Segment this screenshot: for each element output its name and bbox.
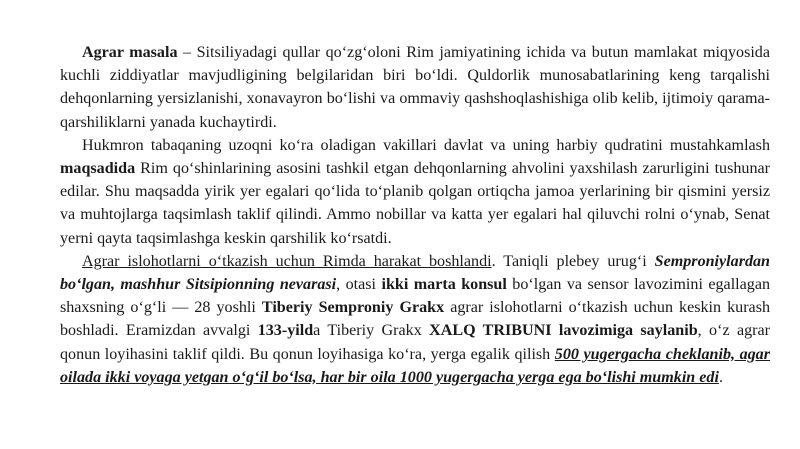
paragraph-text: , o‘z agrar qonun loyihasini taklif qildi. Bu qonun loyihasiga ko‘ra, yerga egalik qilish [60,322,771,363]
term-xalq-tribuni: XALQ TRIBUNI lavozimiga saylanib [429,322,698,340]
paragraph-text: bo‘lgan va sensor lavozimini egallagan shaxsning o‘g‘li — 28 yoshli [60,276,771,317]
paragraph-text: – Sitsiliyadagi qullar qo‘zg‘oloni Rim jamiyatining ichida va butun mamlakat miqyosida kuchli ziddiyatlar mavjudligining belgilaridan biri bo‘ldi. Quldorlik munosabatlarining keng tarqalishi dehqonlarning yersizlanishi, xonavayron bo‘lishi va ommaviy qashshoqlashishiga olib kelib, ijtimoiy qarama-qarshiliklarni yanada kuchaytirdi. [60,44,770,131]
paragraph-hukmron-tabaqa [60,134,770,250]
paragraph-text: Hukmron tabaqaning uzoqni ko‘ra oladigan vakillari davlat va uning harbiy qudratini mustahkamlash [82,136,770,154]
term-ikki-marta-konsul: ikki marta konsul [381,276,507,294]
paragraph-text: . [718,368,723,386]
paragraph-agrar-islohotlar [60,250,770,389]
paragraph-text: a Tiberiy Grakx [313,322,430,340]
paragraph-text: agrar islohotlarni o‘tkazish uchun keskin kurash boshladi. Eramizdan avvalgi [60,299,771,340]
emphasis-semproniylar: Semproniylardan bo‘lgan, mashhur Sitsipionning nevarasi [60,252,771,294]
term-maqsadida: maqsadida [60,160,136,178]
underlined-heading: Agrar islohotlarni o‘tkazish uchun Rimda harakat boshlandi [82,252,492,270]
paragraph-text: Rim qo‘shinlarining asosini tashkil etgan dehqonlarning ahvolini yaxshilash zarurligini tushunar edilar. Shu maqsadda yirik yer egalari qo‘lida to‘planib qolgan ortiqcha jamoa yerlarining bir qismini yersiz va muhtojlarga taqsimlash taklif qilindi. Ammo nobillar va katta yer egalari hal qiluvchi rolni o‘ynab, Senat yerni qayta taqsimlashga keskin qarshilik ko‘rsatdi. [60,160,770,247]
paragraph-text: . Taniqli plebey urug‘i [491,252,655,270]
term-133-yil: 133-yild [257,322,314,340]
paragraph-agrar-masala [60,41,770,134]
document-body [60,41,770,389]
term-tiberiy-grakx: Tiberiy Semproniy Grakx [261,299,445,317]
paragraph-text: , otasi [336,276,382,294]
emphasis-500-yuger: 500 yugergacha cheklanib, agar oilada ikki voyaga yetgan o‘g‘il bo‘lsa, har bir oila 1000 yugergacha yerga ega bo‘lishi mumkin edi [60,345,770,386]
term-agrar-masala: Agrar masala [82,44,178,61]
